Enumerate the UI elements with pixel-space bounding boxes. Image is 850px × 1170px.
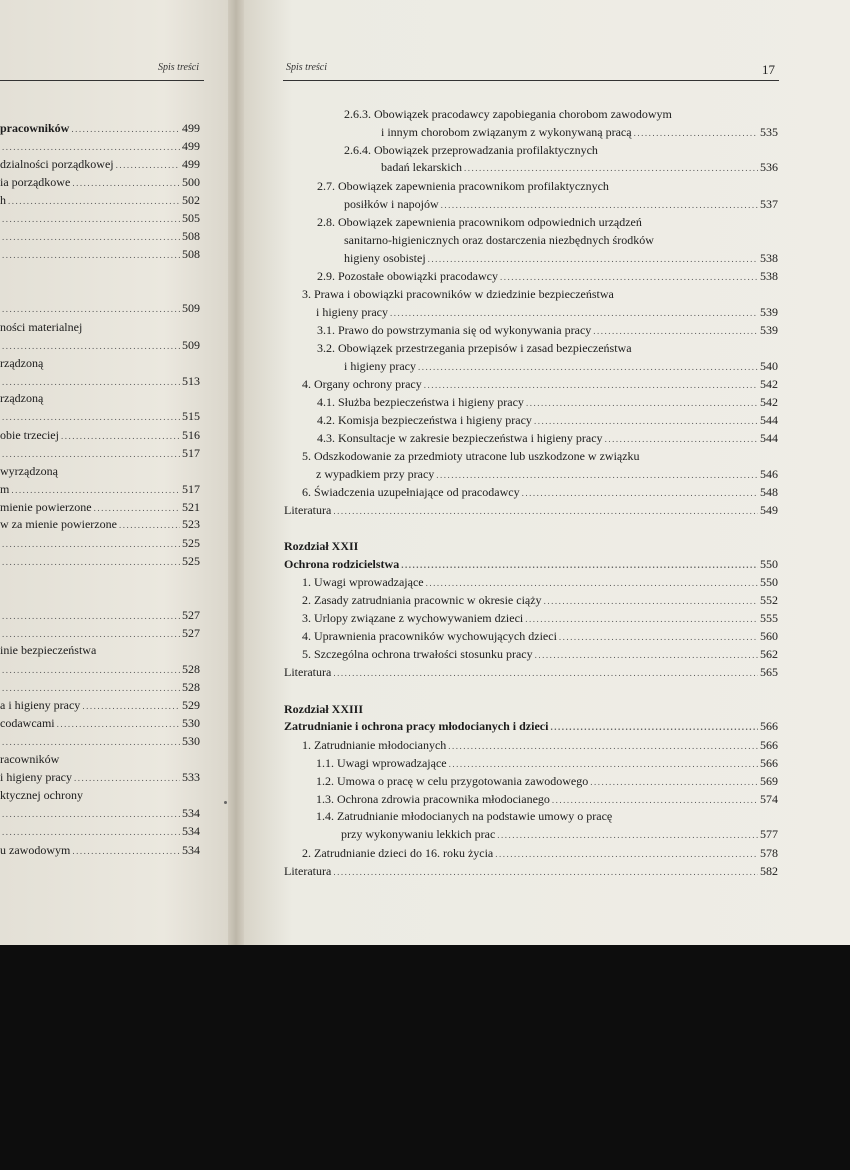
left-header-rule — [0, 80, 204, 81]
toc-entry: ..... 534 — [0, 823, 200, 840]
toc-entry: ..... 515 — [0, 408, 200, 425]
toc-entry-text: 3.2. Obowiązek przestrzegania przepisów i zasad bezpieczeństwa — [317, 341, 632, 355]
toc-entry: 4.3. Konsultacje w zakresie bezpieczeństwa i higieny pracy ..... 544 — [317, 430, 778, 447]
toc-entry: mienie powierzone ..... 521 — [0, 499, 200, 516]
toc-entry: 1.1. Uwagi wprowadzające ..... 566 — [316, 755, 778, 772]
toc-entry: w za mienie powierzone ..... 523 — [0, 516, 200, 533]
toc-entry: 3. Urlopy związane z wychowywaniem dzieci ..... 555 — [302, 610, 778, 627]
chapter-title: Zatrudnianie i ochrona pracy młodocianych i dzieci ..... 566 — [284, 718, 778, 735]
toc-entry: ..... 530 — [0, 733, 200, 750]
toc-entry: ..... 499 — [0, 138, 200, 155]
toc-entry: posiłków i napojów ..... 537 — [344, 196, 778, 213]
toc-entry: 2.9. Pozostałe obowiązki pracodawcy ..... 538 — [317, 268, 778, 285]
toc-entry: ..... 525 — [0, 553, 200, 570]
toc-entry: ..... 509 — [0, 300, 200, 317]
toc-entry: 1. Uwagi wprowadzające ..... 550 — [302, 574, 778, 591]
toc-entry: 2. Zatrudnianie dzieci do 16. roku życia ..... 578 — [302, 845, 778, 862]
toc-entry: ..... 528 — [0, 661, 200, 678]
toc-entry: ..... 508 — [0, 228, 200, 245]
toc-entry: 5. Szczególna ochrona trwałości stosunku pracy ..... 562 — [302, 646, 778, 663]
toc-entry: 4.1. Służba bezpieczeństwa i higieny pracy ..... 542 — [317, 394, 778, 411]
right-header-rule — [283, 80, 779, 81]
toc-entry: 1.2. Umowa o pracę w celu przygotowania zawodowego ..... 569 — [316, 773, 778, 790]
toc-entry: ..... 509 — [0, 337, 200, 354]
toc-entry: przy wykonywaniu lekkich prac ..... 577 — [341, 826, 778, 843]
toc-entry: ia porządkowe ..... 500 — [0, 174, 200, 191]
toc-entry: i innym chorobom związanym z wykonywaną pracą ..... 535 — [381, 124, 778, 141]
toc-entry: 4. Organy ochrony pracy ..... 542 — [302, 376, 778, 393]
spine-mark — [224, 801, 227, 804]
toc-entry: i higieny pracy ..... 540 — [344, 358, 778, 375]
toc-entry: 4.2. Komisja bezpieczeństwa i higieny pracy ..... 544 — [317, 412, 778, 429]
toc-entry: ..... 517 — [0, 445, 200, 462]
toc-entry: 4. Uprawnienia pracowników wychowujących dzieci ..... 560 — [302, 628, 778, 645]
toc-entry-text: rządzoną — [0, 356, 44, 370]
toc-entry: higieny osobistej ..... 538 — [344, 250, 778, 267]
toc-entry: z wypadkiem przy pracy ..... 546 — [316, 466, 778, 483]
toc-entry: 3.1. Prawo do powstrzymania się od wykonywania pracy ..... 539 — [317, 322, 778, 339]
toc-entry-text: racowników — [0, 752, 60, 766]
toc-entry: 1.3. Ochrona zdrowia pracownika młodocianego ..... 574 — [316, 791, 778, 808]
chapter-label: Rozdział XXIII — [284, 702, 364, 716]
toc-entry: m ..... 517 — [0, 481, 200, 498]
toc-entry: a i higieny pracy ..... 529 — [0, 697, 200, 714]
right-running-head: Spis treści — [286, 62, 328, 73]
toc-entry: 1. Zatrudnianie młodocianych ..... 566 — [302, 737, 778, 754]
toc-entry-text: rządzoną — [0, 391, 44, 405]
toc-entry: ..... 534 — [0, 805, 200, 822]
toc-entry: ..... 505 — [0, 210, 200, 227]
toc-entry-text: wyrządzoną — [0, 464, 58, 478]
toc-entry-text: 2.7. Obowiązek zapewnienia pracownikom profilaktycznych — [317, 179, 609, 193]
toc-entry-text: 2.6.4. Obowiązek przeprowadzania profilaktycznych — [344, 143, 598, 157]
toc-entry-text: 3. Prawa i obowiązki pracowników w dziedzinie bezpieczeństwa — [302, 287, 614, 301]
page-number: 17 — [762, 62, 775, 77]
toc-entry: ..... 528 — [0, 679, 200, 696]
toc-entry: obie trzeciej ..... 516 — [0, 427, 200, 444]
toc-entry-text: inie bezpieczeństwa — [0, 643, 97, 657]
toc-entry-text: sanitarno-higienicznych oraz dostarczenia niezbędnych środków — [344, 233, 654, 247]
toc-entry: ..... 508 — [0, 246, 200, 263]
toc-entry: dzialności porządkowej ..... 499 — [0, 156, 200, 173]
toc-entry: codawcami ..... 530 — [0, 715, 200, 732]
toc-entry: pracowników ..... 499 — [0, 120, 200, 137]
toc-entry: ..... 525 — [0, 535, 200, 552]
toc-entry-text: 2.8. Obowiązek zapewnienia pracownikom odpowiednich urządzeń — [317, 215, 642, 229]
chapter-label: Rozdział XXII — [284, 539, 359, 553]
toc-entry: 6. Świadczenia uzupełniające od pracodawcy ..... 548 — [302, 484, 778, 501]
toc-entry: ..... 527 — [0, 607, 200, 624]
chapter-title: Ochrona rodzicielstwa ..... 550 — [284, 556, 778, 573]
toc-entry: 2. Zasady zatrudniania pracownic w okresie ciąży ..... 552 — [302, 592, 778, 609]
toc-entry: Literatura ..... 582 — [284, 863, 778, 880]
toc-entry: ..... 527 — [0, 625, 200, 642]
toc-entry: i higieny pracy ..... 539 — [316, 304, 778, 321]
toc-entry: u zawodowym ..... 534 — [0, 842, 200, 859]
toc-entry-text: 1.4. Zatrudnianie młodocianych na podstawie umowy o pracę — [316, 809, 613, 823]
toc-entry: Literatura ..... 565 — [284, 664, 778, 681]
toc-entry: h ..... 502 — [0, 192, 200, 209]
toc-entry: badań lekarskich ..... 536 — [381, 159, 778, 176]
toc-entry-text: ktycznej ochrony — [0, 788, 83, 802]
left-running-head: Spis treści — [158, 62, 200, 73]
toc-entry: Literatura ..... 549 — [284, 502, 778, 519]
toc-entry-text: 5. Odszkodowanie za przedmioty utracone lub uszkodzone w związku — [302, 449, 640, 463]
toc-entry: ..... 513 — [0, 373, 200, 390]
left-page — [0, 0, 234, 945]
toc-entry-text: 2.6.3. Obowiązek pracodawcy zapobiegania chorobom zawodowym — [344, 107, 672, 121]
toc-entry: i higieny pracy ..... 533 — [0, 769, 200, 786]
toc-entry-text: ności materialnej — [0, 320, 83, 334]
